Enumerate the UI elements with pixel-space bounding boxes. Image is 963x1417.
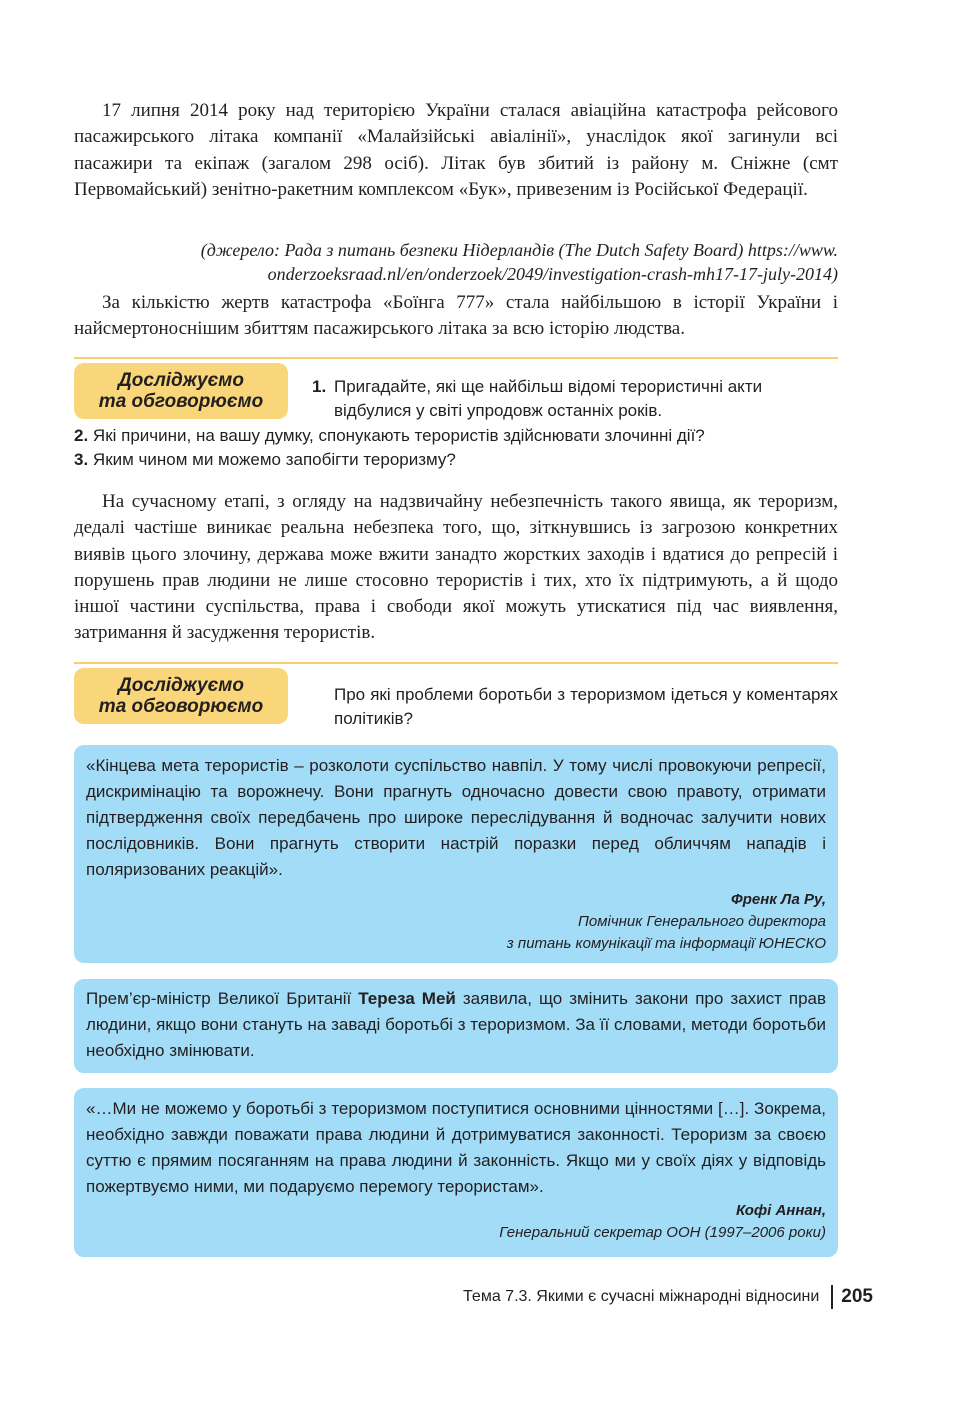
quote-attribution [86, 1200, 826, 1244]
quote-author-role: Помічник Генерального директора [578, 913, 826, 930]
discussion-badge [74, 668, 288, 724]
quote-text-part: заявила, що змінить закони про захист прав людини, якщо вони стануть на заваді боротьбі з тероризмом. За її словами, методи боротьби необхідно змінювати. [86, 989, 827, 1060]
discussion-block-2 [74, 662, 838, 734]
middle-paragraph: На сучасному етапі, з огляду на надзвичайну небезпечність такого явища, як тероризм, дедалі частіше виникає реальна небезпека того, що, зіткнувшись із загрозою конкретних виявів цього злочину, держава може вжити занадто жорстких заходів і вдатися до репресій і порушень прав людини не лише стосовно терористів і тих, хто їх підтримують, а й щодо іншої частини суспільства, права і свободи якої можуть утискатися під час виявлення, затримання й засудження терористів. [74, 491, 838, 644]
question-3 [74, 448, 838, 472]
discussion-badge [74, 363, 288, 419]
source-line-1: (джерело: Рада з питань безпеки Нідерландів (The Dutch Safety Board) https://www. [200, 240, 838, 260]
second-paragraph: За кількістю жертв катастрофа «Боїнга 777» стала найбільшою в історії України і найсмертоноснішим збиттям пасажирського літака за всю історію людства. [74, 292, 838, 340]
source-citation [74, 238, 838, 286]
question-number: 1. [312, 377, 327, 396]
quote-text: «…Ми не можемо у боротьбі з тероризмом поступитися основними цінностями […]. Зокрема, необхідно завжди поважати права людини й дотримуватися законності. Тероризм за своєю суттю є прямим посяганням на права людини й законність. Якщо ми у своїх діях у відповідь пожертвуємо ними, ми подаруємо перемогу терористам». [86, 1099, 826, 1196]
quote-author-role: з питань комунікації та інформації ЮНЕСКО [506, 935, 826, 952]
question-2 [74, 424, 838, 448]
quote-text-part: Прем’єр-міністр Великої Британії [86, 989, 359, 1008]
quote-author: Френк Ла Ру, [731, 891, 826, 908]
quote-box-may [74, 979, 838, 1073]
badge-line-2: та обговорюємо [98, 696, 264, 717]
quote-box-annan [74, 1088, 838, 1257]
question-text: Пригадайте, які ще найбільш відомі терористичні акти відбулися у світі упродовж останніх років. [334, 377, 763, 420]
badge-line-1: Досліджуємо [118, 675, 244, 696]
quote-box-la-rue [74, 745, 838, 963]
quote-highlight-name: Тереза Мей [358, 989, 456, 1008]
footer-topic: Тема 7.3. Якими є сучасні міжнародні відносини [463, 1288, 820, 1305]
badge-line-1: Досліджуємо [118, 370, 244, 391]
quote-attribution [86, 889, 826, 955]
question-text: Яким чином ми можемо запобігти тероризму? [92, 450, 456, 469]
quote-author-role: Генеральний секретар ООН (1997–2006 роки) [499, 1224, 826, 1241]
quote-text [86, 986, 826, 1064]
discussion-block-1 [74, 357, 838, 469]
page-number: 205 [841, 1286, 873, 1307]
question-number: 3. [74, 450, 89, 469]
quote-text: «Кінцева мета терористів – розколоти суспільство навпіл. У тому числі провокуючи репресії, дискримінацію та ворожнечу. Вони прагнуть одночасно довести свою правоту, отримати підтвердження своїх передбачень про широке переслідування й водночас залучити нових послідовників. Вони прагнуть створити настрій поразки перед обличчям нападів і поляризованих реакцій». [86, 756, 826, 879]
footer-divider [831, 1285, 833, 1309]
question-1 [312, 375, 838, 423]
discussion-question: Про які проблеми боротьби з тероризмом ідеться у коментарях політиків? [334, 685, 838, 728]
question-text: Які причини, на вашу думку, спонукають терористів здійснювати злочинні дії? [92, 426, 705, 445]
intro-paragraph: 17 липня 2014 року над територією України сталася авіаційна катастрофа рейсового пасажирського літака компанії «Малайзійські авіалінії», унаслідок якої загинули всі пасажири та екіпаж (загалом 298 осіб). Літак був збитий із району м. Сніжне (смт Первомайський) зенітно-ракетним комплексом «Бук», привезеним із Російської Федерації. [74, 100, 838, 200]
source-line-2: onderzoeksraad.nl/en/onderzoek/2049/investigation-crash-mh17-17-july-2014) [267, 264, 838, 284]
badge-line-2: та обговорюємо [98, 391, 264, 412]
page-footer [463, 1285, 873, 1309]
question-number: 2. [74, 426, 89, 445]
quote-author: Кофі Аннан, [736, 1202, 826, 1219]
